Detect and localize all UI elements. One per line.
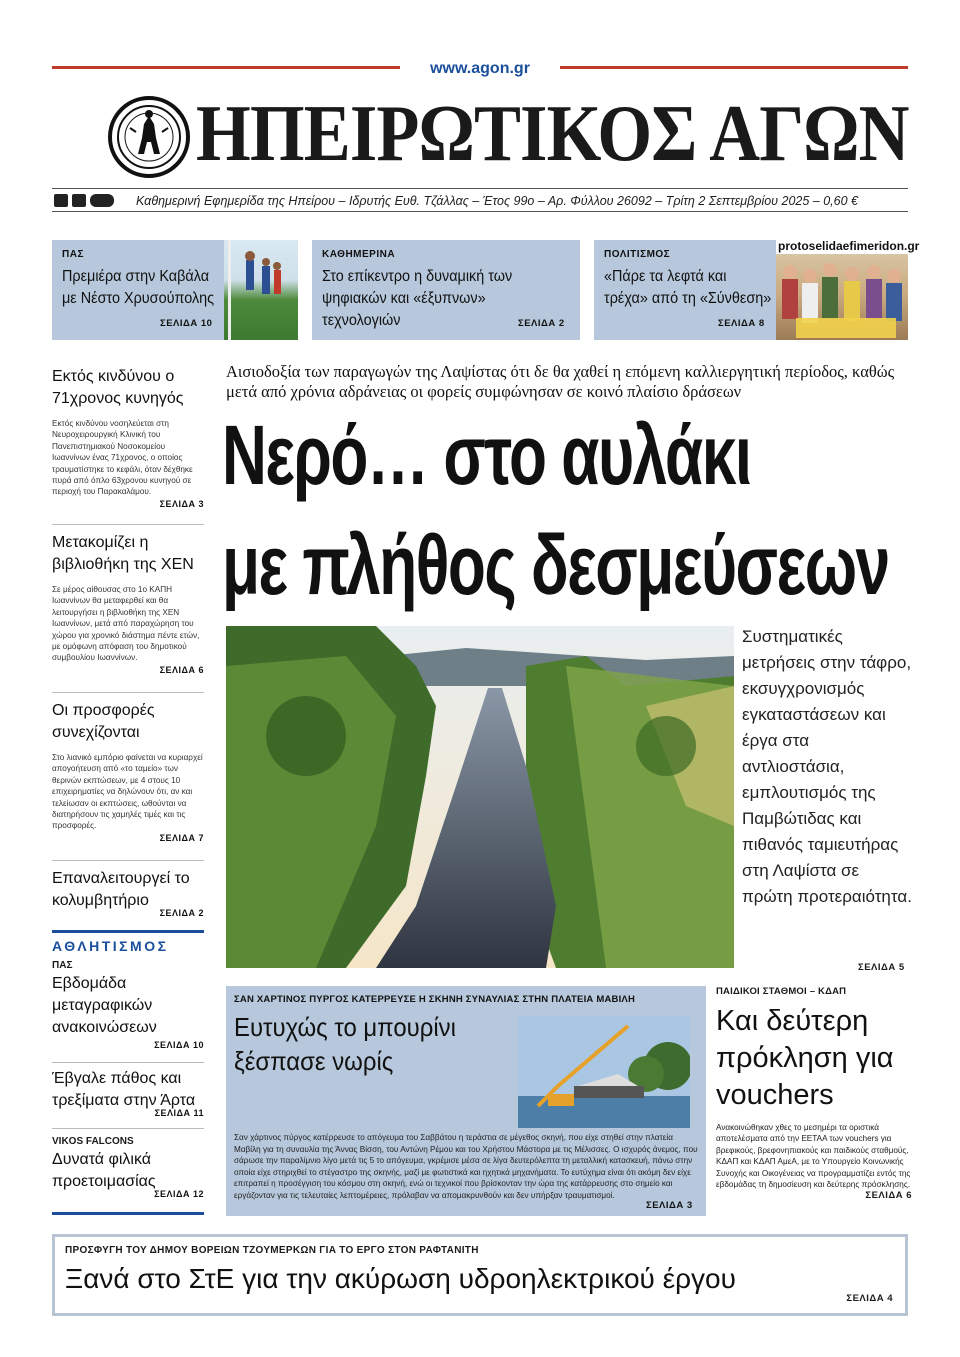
- association-logo-icon: [72, 194, 86, 207]
- right-story-body: Ανακοινώθηκαν χθες το μεσημέρι τα οριστικά αποτελέσματα από την ΕΕΤΑΑ των vouchers για βρεφικούς, βρεφονηπιακούς και παιδικούς σταθμούς, ΚΔΑΠ και ΚΔΑΠ ΑμεΑ, με το Υπουργείο Κοινωνικής Συνοχής και Οικογένειας να προγραμματίζει εντός της εβδομάδας τη δημοσίευση και δεύτερης πρόσκλησης.: [716, 1123, 911, 1190]
- sports-item[interactable]: [52, 1136, 204, 1199]
- sidebar-item-body: Σε μέρος αίθουσας στο 1ο ΚΑΠΗ Ιωαννίνων θα μεταφερθεί και θα λειτουργήσει η βιβλιοθήκη της ΧΕΝ Ιωαννίνων, μετά από παραχώρηση του χώρου για χρονικό διάστημα πέντε ετών, με ομόφωνη απόφαση του δημοτικού συμβουλίου Ιωαννίνων.: [52, 585, 200, 663]
- sports-heading-rule: [52, 930, 204, 933]
- bottom-story-category: ΠΡΟΣΦΥΓΗ ΤΟΥ ΔΗΜΟΥ ΒΟΡΕΙΩΝ ΤΖΟΥΜΕΡΚΩΝ ΓΙΑ ΤΟ ΕΡΓΟ ΣΤΟΝ ΡΑΦΤΑΝΙΤΗ: [65, 1245, 479, 1256]
- teaser-category: ΠΑΣ: [62, 249, 84, 260]
- sports-item-page: ΣΕΛΙΔΑ 11: [154, 1108, 204, 1118]
- bottom-story-page: ΣΕΛΙΔΑ 4: [846, 1293, 893, 1304]
- teaser-culture[interactable]: [594, 240, 908, 340]
- sidebar-item-title: Οι προσφορές συνεχίζονται: [52, 702, 155, 741]
- teaser-page: ΣΕΛΙΔΑ 2: [518, 318, 565, 329]
- teaser-category: ΚΑΘΗΜΕΡΙΝΑ: [322, 249, 396, 260]
- sidebar-bottom-rule: [52, 1212, 204, 1215]
- sidebar-divider: [52, 860, 204, 861]
- edition-info: Καθημερινή Εφημερίδα της Ηπείρου – Ιδρυτής Ευθ. Τζάλλας – Έτος 99ο – Αρ. Φύλλου 26092 – Τρίτη 2 Σεπτεμβρίου 2025 – 0,60 €: [136, 194, 858, 208]
- sidebar-item-page: ΣΕΛΙΔΑ 3: [159, 498, 204, 509]
- crane-photo: [518, 1016, 690, 1128]
- sidebar-divider: [52, 524, 204, 525]
- newspaper-masthead: ΗΠΕΙΡΩΤΙΚΟΣ ΑΓΩΝ: [196, 90, 909, 178]
- publisher-logo-icon: [54, 194, 68, 207]
- sidebar-divider: [52, 1128, 204, 1129]
- sports-item[interactable]: [52, 960, 204, 1050]
- sidebar-item[interactable]: [52, 532, 204, 675]
- teaser-title: Πρεμιέρα στην Καβάλα με Νέστο Χρυσούπολης: [62, 268, 215, 307]
- sidebar-divider: [52, 1062, 204, 1063]
- sidebar-item[interactable]: [52, 366, 204, 509]
- right-story-category: ΠΑΙΔΙΚΟΙ ΣΤΑΘΜΟΙ – ΚΔΑΠ: [716, 986, 847, 997]
- story-box-page: ΣΕΛΙΔΑ 3: [646, 1200, 693, 1211]
- sidebar-item-title: Εκτός κινδύνου ο 71χρονος κυνηγός: [52, 368, 184, 407]
- teaser-category: ΠΟΛΙΤΙΣΜΟΣ: [604, 249, 671, 260]
- main-headline-line2[interactable]: με πλήθος δεσμεύσεων: [222, 518, 889, 612]
- info-bar: [52, 188, 908, 212]
- sidebar-item-body: Στο λιανικό εμπόριο φαίνεται να κυριαρχεί απογοήτευση από «το ταμείο» των θερινών εκπτώσεων, με 4 στους 10 επιχειρηματίες να δηλώνουν ότι, αν και τελείωσαν οι εκπτώσεις, ωθούνται να διατηρήσουν τις χαμηλές τιμές και τις προσφορές.: [52, 753, 203, 831]
- watermark: protoselidaefimeridon.gr: [778, 239, 920, 253]
- story-box-category: ΣΑΝ ΧΑΡΤΙΝΟΣ ΠΥΡΓΟΣ ΚΑΤΕΡΡΕΥΣΕ Η ΣΚΗΝΗ ΣΥΝΑΥΛΙΑΣ ΣΤΗΝ ΠΛΑΤΕΙΑ ΜΑΒΙΛΗ: [234, 994, 636, 1005]
- teaser-page: ΣΕΛΙΔΑ 8: [718, 318, 765, 329]
- football-training-photo: [224, 240, 298, 340]
- teaser-daily[interactable]: [312, 240, 580, 340]
- main-side-text: Συστηματικές μετρήσεις στην τάφρο, εκσυγχρονισμός εγκαταστάσεων και έργα στα αντλιοστάσια, εμπλουτισμός της Παμβώτιδας και πιθανός ταμιευτήρας στη Λαψίστα σε πρώτη προτεραιότητα.: [742, 627, 912, 906]
- sports-item-page: ΣΕΛΙΔΑ 12: [154, 1189, 204, 1199]
- theatre-cast-photo: [776, 252, 908, 340]
- bottom-story[interactable]: [52, 1234, 908, 1316]
- sports-item-title: Εβδομάδα μεταγραφικών ανακοινώσεων: [52, 975, 157, 1036]
- bottom-story-title: Ξανά στο ΣτΕ για την ακύρωση υδροηλεκτρικού έργου: [65, 1263, 736, 1294]
- main-subheadline: Αισιοδοξία των παραγωγών της Λαψίστας ότι δε θα χαθεί η επόμενη καλλιεργητική περίοδος, καθώς μετά από χρόνια αδράνειας οι φορείς συμφώνησαν σε κοινό πλαίσιο δράσεων: [226, 362, 895, 401]
- header-rule-right: [560, 66, 908, 69]
- sports-item-category: ΠΑΣ: [52, 960, 73, 971]
- newspaper-seal-icon: [108, 96, 190, 178]
- story-box-body: Σαν χάρτινος πύργος κατέρρευσε το απόγευμα του Σαββάτου η τεράστια σε μέγεθος σκηνή, που είχε στηθεί στην πλατεία Μαβίλη για τη συναυλία της Άννας Βίσση, του Αντώνη Ρέμου και του Χρήστου Μάστορα με τις Μέλισσες. Ο ισχυρός άνεμος, που σάρωσε την παραλίμνιο λίγο μετά τις 5 το απόγευμα, γκρέμισε μέσα σε λίγα δευτερόλεπτα τη μεταλλική κατασκευή, πάνω στην οποία είχε στηριχθεί το στέγαστρο της σκηνής, μαζί με φωτιστικά και ηχητικά μηχανήματα. Το ευτύχημα είναι ότι ακόμη δεν είχε επιτραπεί η προσέγγιση του κόσμου στη σκηνή, ενώ οι τεχνικοί που βρίσκονταν την ώρα της κατάρρευσης στο σημείο και εργάζονταν για τις τελευταίες λεπτομέρειες, πρόλαβαν να απομακρυνθούν και δεν υπήρξαν τραυματισμοί.: [234, 1133, 698, 1200]
- sidebar-item-page: ΣΕΛΙΔΑ 2: [159, 908, 204, 918]
- right-story[interactable]: [716, 986, 912, 1201]
- story-box[interactable]: [226, 986, 706, 1216]
- sidebar-item[interactable]: [52, 700, 204, 843]
- teaser-page: ΣΕΛΙΔΑ 10: [160, 318, 213, 329]
- sports-item-title: Έβγαλε πάθος και τρεξίματα στην Άρτα: [52, 1070, 196, 1109]
- sidebar-item-page: ΣΕΛΙΔΑ 6: [159, 664, 204, 675]
- teaser-sports[interactable]: [52, 240, 298, 340]
- sidebar-item-title: Επαναλειτουργεί το κολυμβητήριο: [52, 870, 190, 909]
- teaser-title: Στο επίκεντρο η δυναμική των ψηφιακών και «έξυπνων» τεχνολογιών: [322, 268, 513, 329]
- sidebar-item[interactable]: [52, 868, 204, 918]
- sports-item-category: VIKOS FALCONS: [52, 1136, 134, 1147]
- right-story-page: ΣΕΛΙΔΑ 6: [865, 1190, 912, 1202]
- sidebar-item-page: ΣΕΛΙΔΑ 7: [159, 832, 204, 843]
- eiea-logo-icon: [90, 194, 114, 207]
- teaser-title: «Πάρε τα λεφτά και τρέχα» από τη «Σύνθεση»: [604, 268, 772, 307]
- canal-photo: [226, 626, 734, 968]
- story-box-title: Ευτυχώς το μπουρίνι ξέσπασε νωρίς: [234, 1012, 456, 1076]
- sports-heading: ΑΘΛΗΤΙΣΜΟΣ: [52, 938, 169, 954]
- sports-item[interactable]: [52, 1068, 204, 1118]
- main-story-page: ΣΕΛΙΔΑ 5: [858, 962, 905, 973]
- sidebar-item-body: Εκτός κινδύνου νοσηλεύεται στη Νευροχειρουργική Κλινική του Πανεπιστημιακού Νοσοκομείου Ιωαννίνων ένας 71χρονος, ο οποίος τραυματίστηκε το κεφάλι, όταν δέχθηκε πυρά από όπλο 63χρονου κυνηγού σε περιοχή του Παρακαλάμου.: [52, 419, 193, 497]
- website-url[interactable]: www.agon.gr: [430, 60, 530, 77]
- right-story-title: Και δεύτερη πρόκληση για vouchers: [716, 1005, 894, 1111]
- main-headline-line1[interactable]: Νερό… στο αυλάκι: [222, 408, 751, 502]
- sports-item-title: Δυνατά φιλικά προετοιμασίας: [52, 1151, 156, 1190]
- sidebar-item-title: Μετακομίζει η βιβλιοθήκη της ΧΕΝ: [52, 534, 194, 573]
- sidebar-divider: [52, 692, 204, 693]
- sports-item-page: ΣΕΛΙΔΑ 10: [154, 1040, 204, 1050]
- header-rule-left: [52, 66, 400, 69]
